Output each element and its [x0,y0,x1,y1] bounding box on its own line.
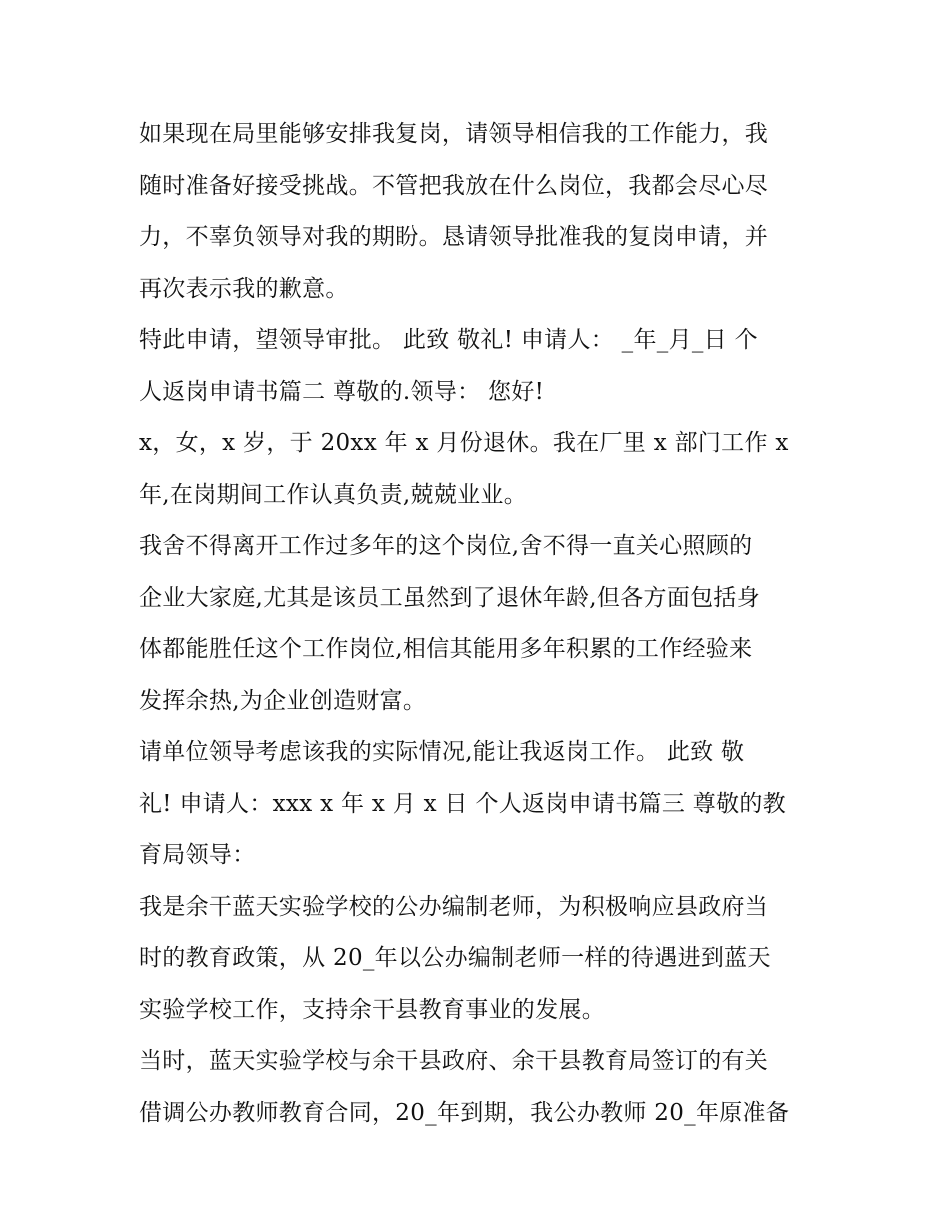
text-line: 我是余干蓝天实验学校的公办编制老师，为积极响应县政府当 [139,893,769,920]
text-line: 力，不辜负领导对我的期盼。恳请领导批准我的复岗申请，并 [139,224,769,250]
text-line: 人返岗申请书篇二 尊敬的.领导： 您好! [139,378,545,405]
text-line: 时的教育政策，从 20_年以公办编制老师一样的待遇进到蓝天 [139,945,771,971]
text-line: 礼! 申请人：xxx x 年 x 月 x 日 个人返岗申请书篇三 尊敬的教 [139,790,786,817]
document-body [139,109,819,1139]
text-line: 如果现在局里能够安排我复岗，请领导相信我的工作能力，我 [139,121,769,147]
text-line: 我舍不得离开工作过多年的这个岗位,舍不得一直关心照顾的 [139,533,753,559]
text-line: 当时，蓝天实验学校与余干县政府、余干县教育局签订的有关 [139,1048,769,1074]
text-line: 再次表示我的歉意。 [139,275,349,302]
text-line: 企业大家庭,尤其是该员工虽然到了退休年龄,但各方面包括身 [139,584,761,611]
text-line: 年,在岗期间工作认真负责,兢兢业业。 [139,481,528,508]
text-line: 发挥余热,为企业创造财富。 [139,687,427,714]
text-line: 育局领导： [139,842,256,868]
text-line: 请单位领导考虑该我的实际情况,能让我返岗工作。 此致 敬 [139,739,745,765]
text-line: 随时准备好接受挑战。不管把我放在什么岗位，我都会尽心尽 [139,172,769,199]
text-line: 借调公办教师教育合同，20_年到期，我公办教师 20_年原准备 [139,1099,790,1126]
text-line: 实验学校工作，支持余干县教育事业的发展。 [139,996,605,1023]
text-line: 体都能胜任这个工作岗位,相信其能用多年积累的工作经验来 [139,636,753,662]
text-line: 特此申请，望领导审批。 此致 敬礼! 申请人： _年_月_日 个 [139,327,758,353]
text-line: x，女，x 岁，于 20xx 年 x 月份退休。我在厂里 x 部门工作 x [139,430,789,456]
